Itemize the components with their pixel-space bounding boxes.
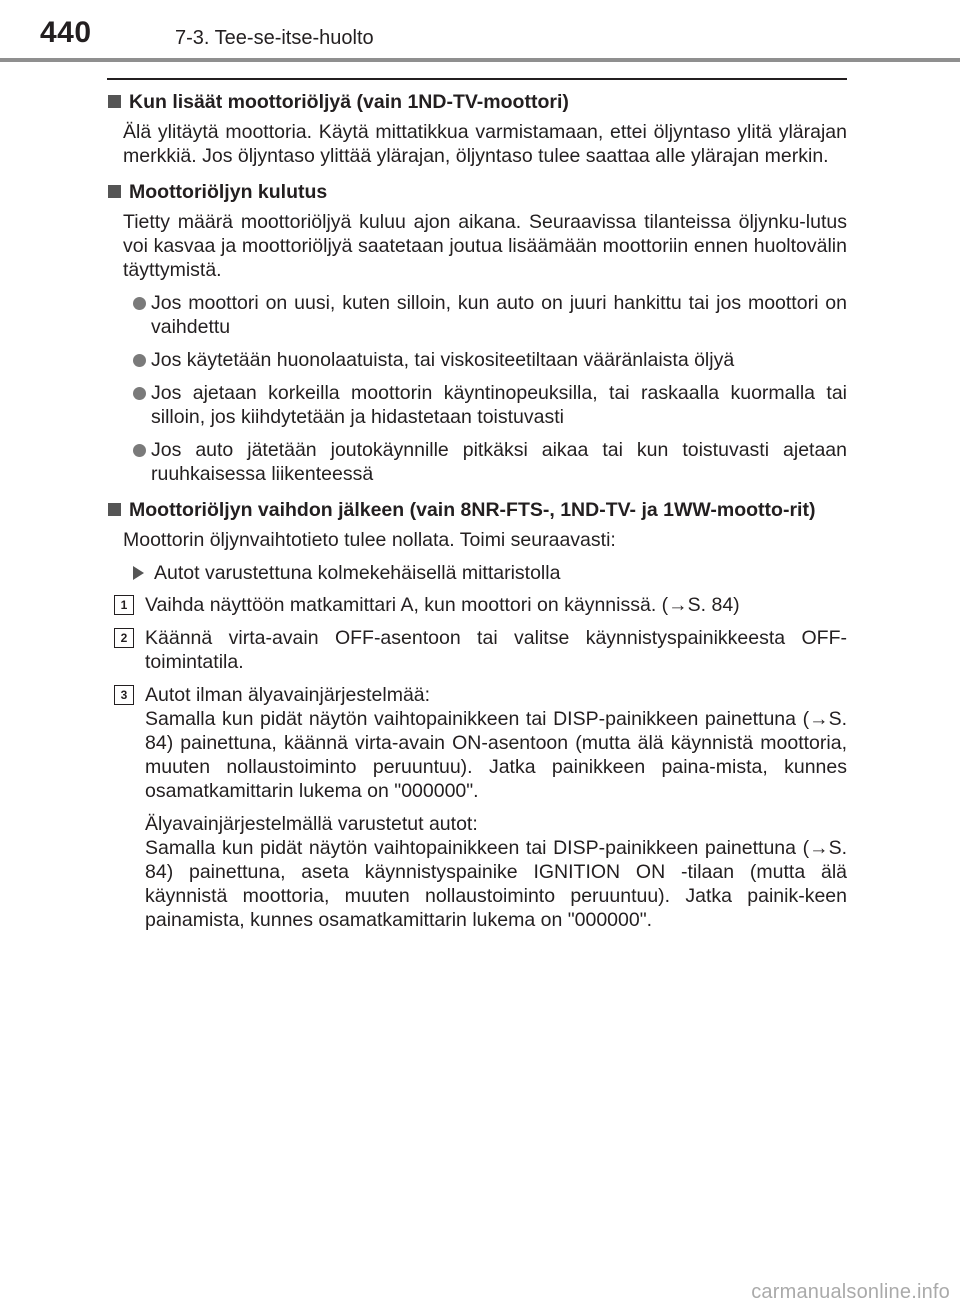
circle-bullet-icon	[133, 354, 146, 367]
circle-bullet-icon	[133, 297, 146, 310]
section-title: 7-3. Tee-se-itse-huolto	[175, 27, 374, 49]
content-top-rule	[107, 78, 847, 80]
section-heading	[107, 180, 847, 204]
continuation-text: Samalla kun pidät näytön vaihtopainikkeen tai DISP-painikkeen painettuna (→S. 84) painettuna, aseta käynnistyspainike IGNITION ON -tilaan (mutta älä käynnistä moottoria, muuten nollaustoiminto peruuntuu). Jatka painik-keen painamista, kunnes osamatkamittarin lukema on "000000".	[145, 837, 847, 931]
section-heading-text: Kun lisäät moottoriöljyä (vain 1ND-TV-moottori)	[129, 91, 569, 113]
page-content	[107, 90, 847, 944]
continuation-label: Älyavainjärjestelmällä varustetut autot:	[145, 813, 478, 835]
list-item	[133, 348, 847, 372]
list-item-text: Jos moottori on uusi, kuten silloin, kun auto on juuri hankittu tai jos moottori on vaihdettu	[151, 292, 847, 338]
list-item	[133, 381, 847, 429]
step-item	[114, 683, 847, 803]
sub-heading	[133, 561, 847, 585]
section-oil-adding	[107, 90, 847, 168]
step-text: Vaihda näyttöön matkamittari A, kun moottori on käynnissä. (→S. 84)	[145, 594, 740, 616]
circle-bullet-icon	[133, 444, 146, 457]
header-divider	[0, 58, 960, 62]
triangle-arrow-icon	[133, 566, 144, 580]
list-item-text: Jos ajetaan korkeilla moottorin käyntinopeuksilla, tai raskaalla kuormalla tai silloin, jos kiihdytetään ja hidastetaan toistuvasti	[151, 382, 847, 428]
square-bullet-icon	[108, 503, 121, 516]
step-number-badge: 2	[114, 628, 134, 648]
section-oil-change-reset	[107, 498, 847, 932]
step-number-badge: 3	[114, 685, 134, 705]
section-heading-text: Moottoriöljyn kulutus	[129, 181, 328, 203]
step-number-badge: 1	[114, 595, 134, 615]
list-item-text: Jos käytetään huonolaatuista, tai viskositeetiltaan vääränlaista öljyä	[151, 349, 735, 371]
step-text: Samalla kun pidät näytön vaihtopainikkeen tai DISP-painikkeen painettuna (→S. 84) painettuna, käännä virta-avain ON-asentoon (mutta älä käynnistä moottoria, muuten nollaustoiminto peruuntuu). Jatka painikkeen paina-mista, kunnes osamatkamittarin lukema on "000000".	[145, 708, 847, 802]
section-heading	[107, 498, 847, 522]
page-number: 440	[40, 16, 92, 49]
step-label: Autot ilman älyavainjärjestelmää:	[145, 684, 431, 706]
list-item-text: Jos auto jätetään joutokäynnille pitkäksi aikaa tai kun toistuvasti ajetaan ruuhkaisessa liikenteessä	[151, 439, 847, 485]
section-oil-consumption	[107, 180, 847, 486]
section-paragraph: Tietty määrä moottoriöljyä kuluu ajon aikana. Seuraavissa tilanteissa öljynku-lutus voi kasvaa ja moottoriöljyä saatetaan joutua lisäämään moottoriin ennen huoltovälin täyttymistä.	[123, 211, 847, 281]
list-item	[133, 438, 847, 486]
square-bullet-icon	[108, 185, 121, 198]
list-item	[133, 291, 847, 339]
section-heading-text: Moottoriöljyn vaihdon jälkeen (vain 8NR-FTS-, 1ND-TV- ja 1WW-mootto-rit)	[129, 499, 816, 521]
section-paragraph: Älä ylitäytä moottoria. Käytä mittatikkua varmistamaan, ettei öljyntaso ylitä ylärajan merkkiä. Jos öljyntaso ylittää ylärajan, öljyntaso tulee saattaa alle ylärajan merkin.	[123, 121, 847, 167]
step-item	[114, 593, 847, 617]
page-header	[0, 0, 960, 62]
square-bullet-icon	[108, 95, 121, 108]
step-item	[114, 626, 847, 674]
section-heading	[107, 90, 847, 114]
step-text: Käännä virta-avain OFF-asentoon tai valitse käynnistyspainikkeesta OFF-toimintatila.	[145, 627, 847, 673]
watermark-text: carmanualsonline.info	[751, 1281, 950, 1303]
circle-bullet-icon	[133, 387, 146, 400]
step-continuation	[145, 812, 847, 932]
section-paragraph: Moottorin öljynvaihtotieto tulee nollata. Toimi seuraavasti:	[123, 529, 616, 551]
sub-heading-text: Autot varustettuna kolmekehäisellä mittaristolla	[154, 562, 561, 584]
